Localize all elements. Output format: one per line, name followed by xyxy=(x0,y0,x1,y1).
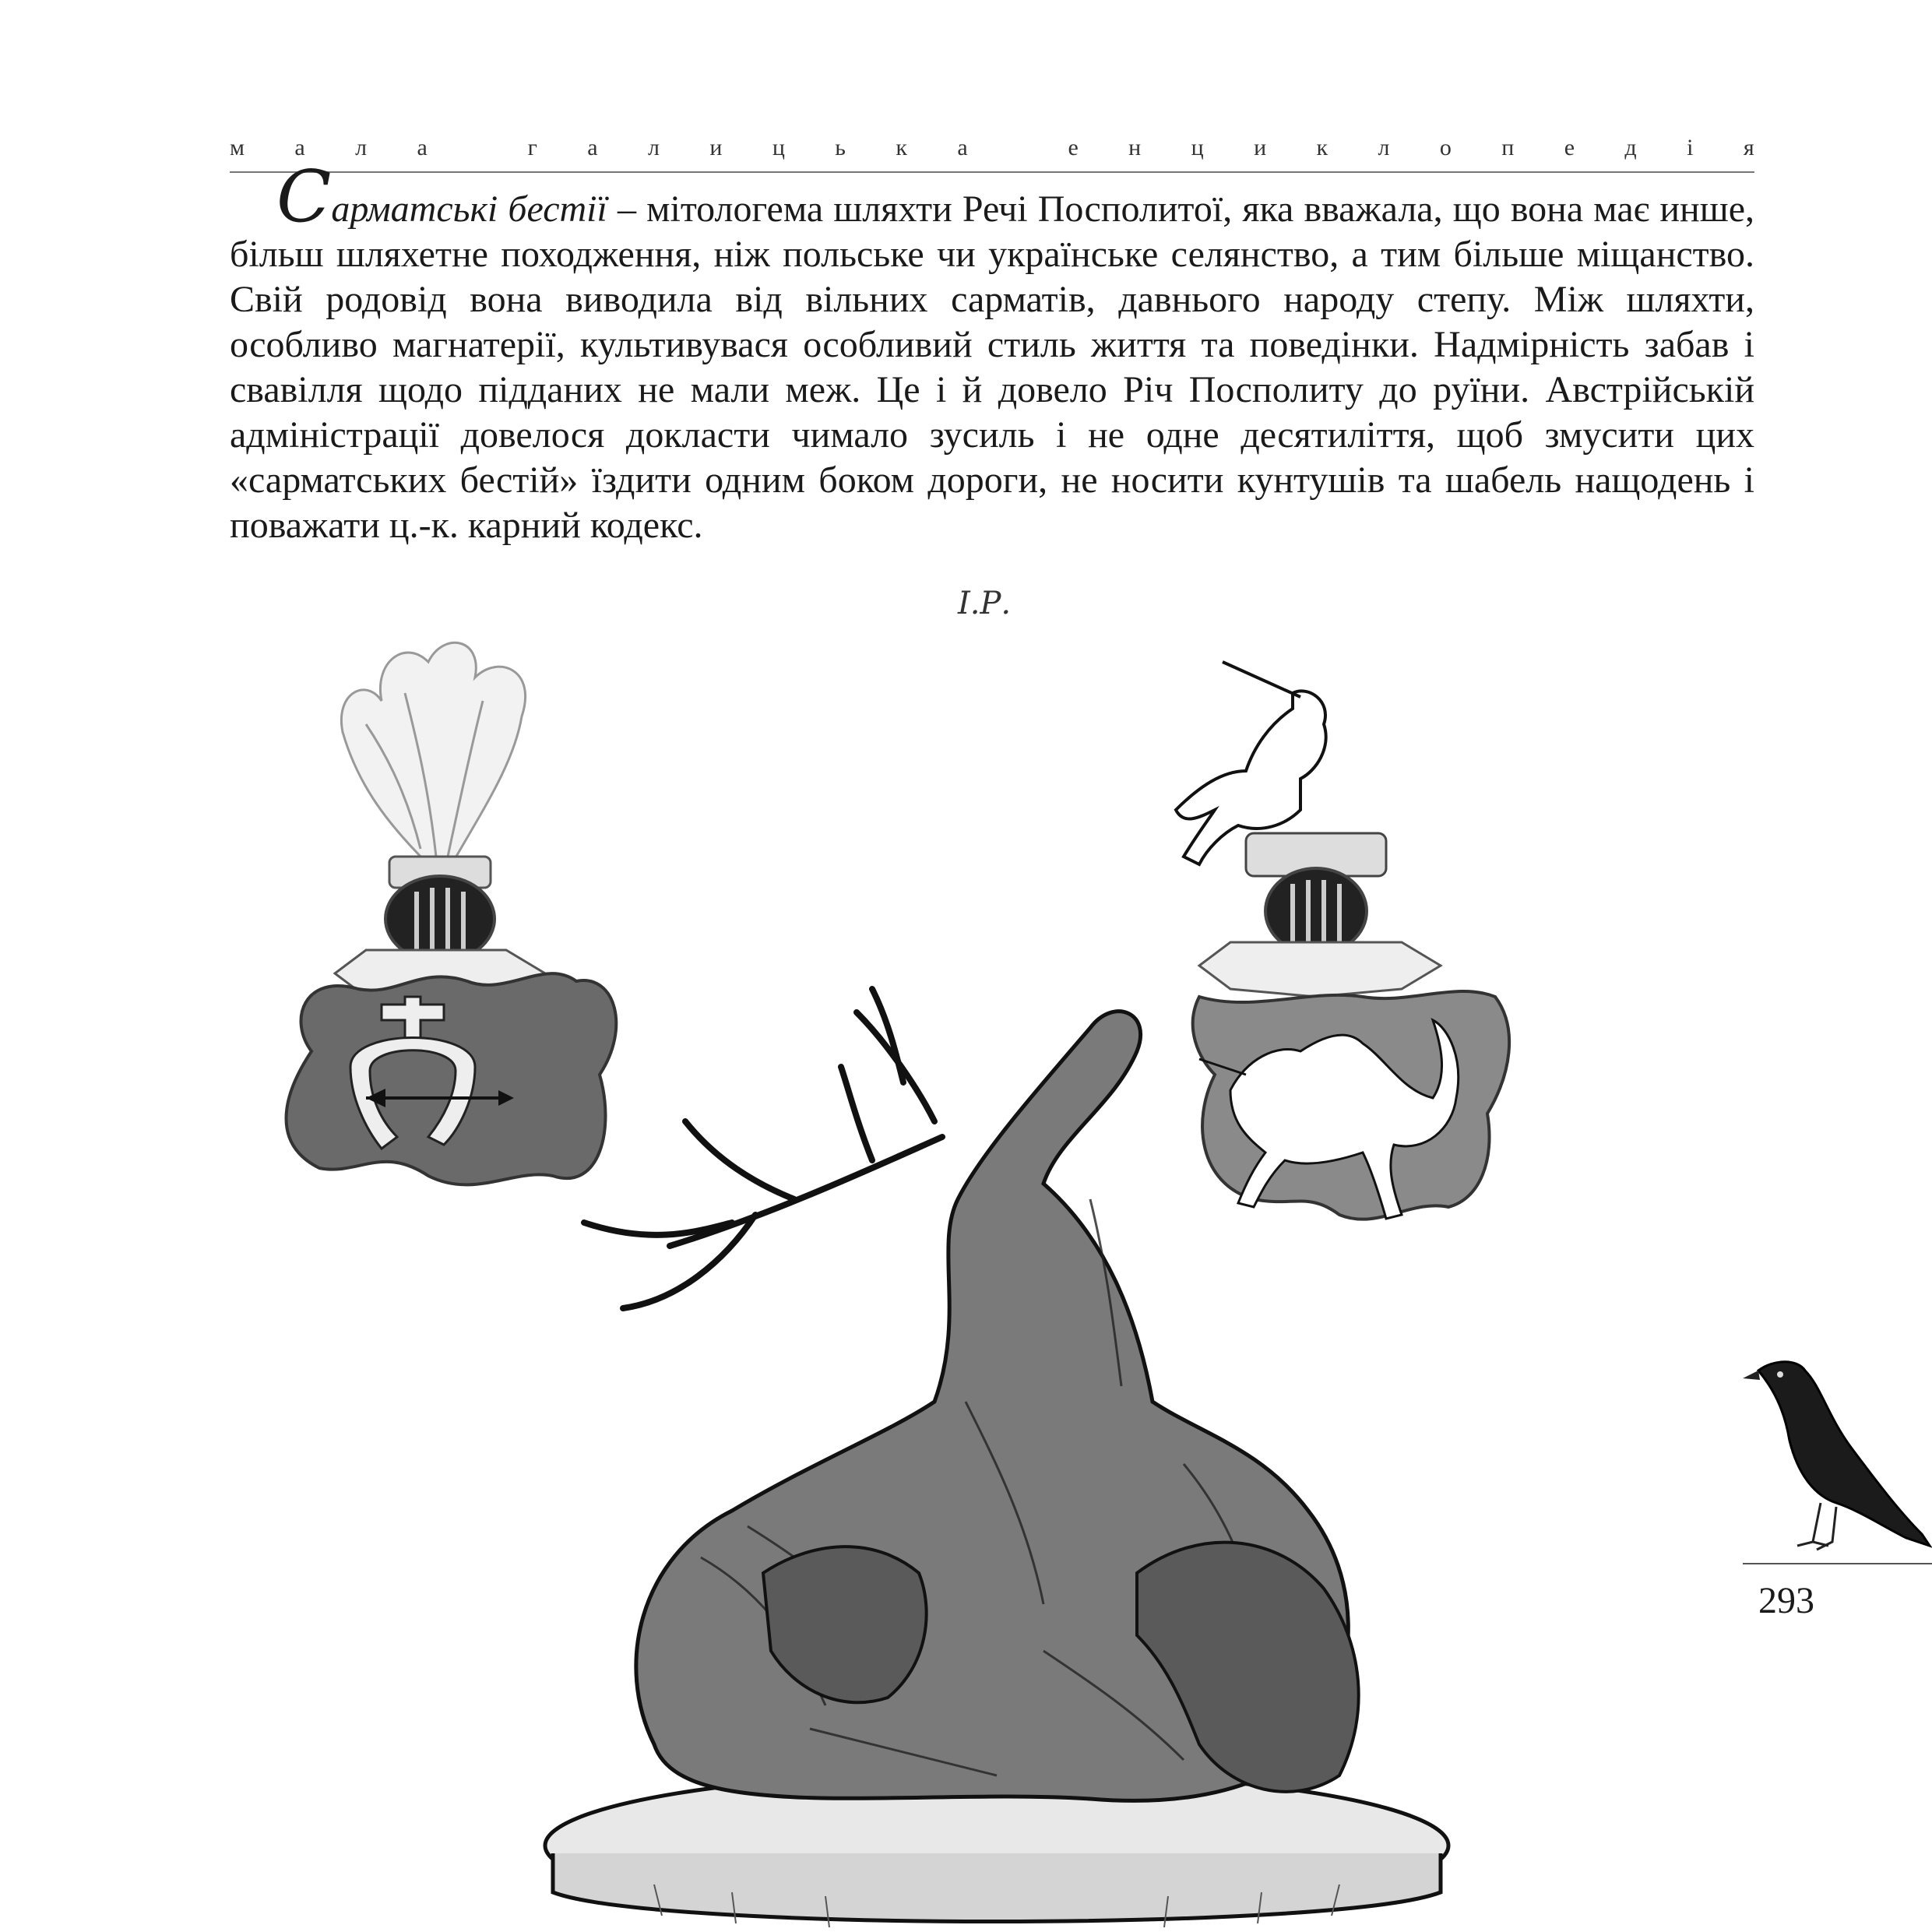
running-head-letter: е xyxy=(1564,135,1575,160)
running-head-letter: н xyxy=(1128,135,1142,160)
stag-wolves-sculpture-icon xyxy=(498,966,1495,1932)
running-head-letter: а xyxy=(294,135,305,160)
running-head-letter: а xyxy=(417,135,428,160)
running-head-letter: л xyxy=(1378,135,1390,160)
entry-body: мітологема шляхти Речі Посполитої, яка вважала, що вона має инше, більш шляхетне походження, ніж польське чи українське селянство, а тим більше міщанство. Свій родовід вона виводила від вільних сарматів, давнього народу степу. Між шляхти, особливо магнатерії, культивувася особливий стиль життя та поведінки. Надмірність забав і свавілля щодо підданих не мали меж. Це і й довело Річ Посполиту до руїни. Австрійській адміністрації довелося докласти чимало зусиль і не одне десятиліття, щоб змусити цих «сарматських бестій» їздити одним боком дороги, не носити кунтушів та шабель нащодень і поважати ц.-к. карний кодекс. xyxy=(230,188,1755,546)
header-rule xyxy=(230,171,1754,173)
crow-icon xyxy=(1743,1355,1932,1565)
running-head-letter: д xyxy=(1624,135,1637,160)
dropcap-letter: С xyxy=(276,155,332,238)
running-head-letter: и xyxy=(709,135,723,160)
running-head-letter: п xyxy=(1501,135,1515,160)
running-head-letter: к xyxy=(896,135,907,160)
running-head-letter: ь xyxy=(835,135,846,160)
running-head-letter: л xyxy=(648,135,660,160)
running-head-letter: и xyxy=(1254,135,1267,160)
running-head-letter: к xyxy=(1316,135,1328,160)
antlers-icon xyxy=(584,989,942,1308)
running-head-letter: м xyxy=(230,135,245,160)
running-head-letter: ц xyxy=(1191,135,1204,160)
running-head-letter: я xyxy=(1743,135,1754,160)
running-head-letter: л xyxy=(355,135,368,160)
running-head-letter: і xyxy=(1687,135,1694,160)
headword-text: арматські бестії xyxy=(331,188,607,230)
running-head-letter: ц xyxy=(772,135,785,160)
running-head-letter: г xyxy=(527,135,537,160)
running-head-letter: о xyxy=(1439,135,1452,160)
entry-headword xyxy=(276,155,607,238)
author-signature: І.Р. xyxy=(958,586,1012,621)
headword-dash: – xyxy=(607,188,647,230)
running-head-letter: а xyxy=(957,135,968,160)
encyclopedia-entry xyxy=(230,155,1755,548)
page-number: 293 xyxy=(1758,1580,1814,1621)
running-head xyxy=(230,136,1754,160)
running-head-letter: а xyxy=(587,135,598,160)
running-head-letter: е xyxy=(1068,135,1079,160)
